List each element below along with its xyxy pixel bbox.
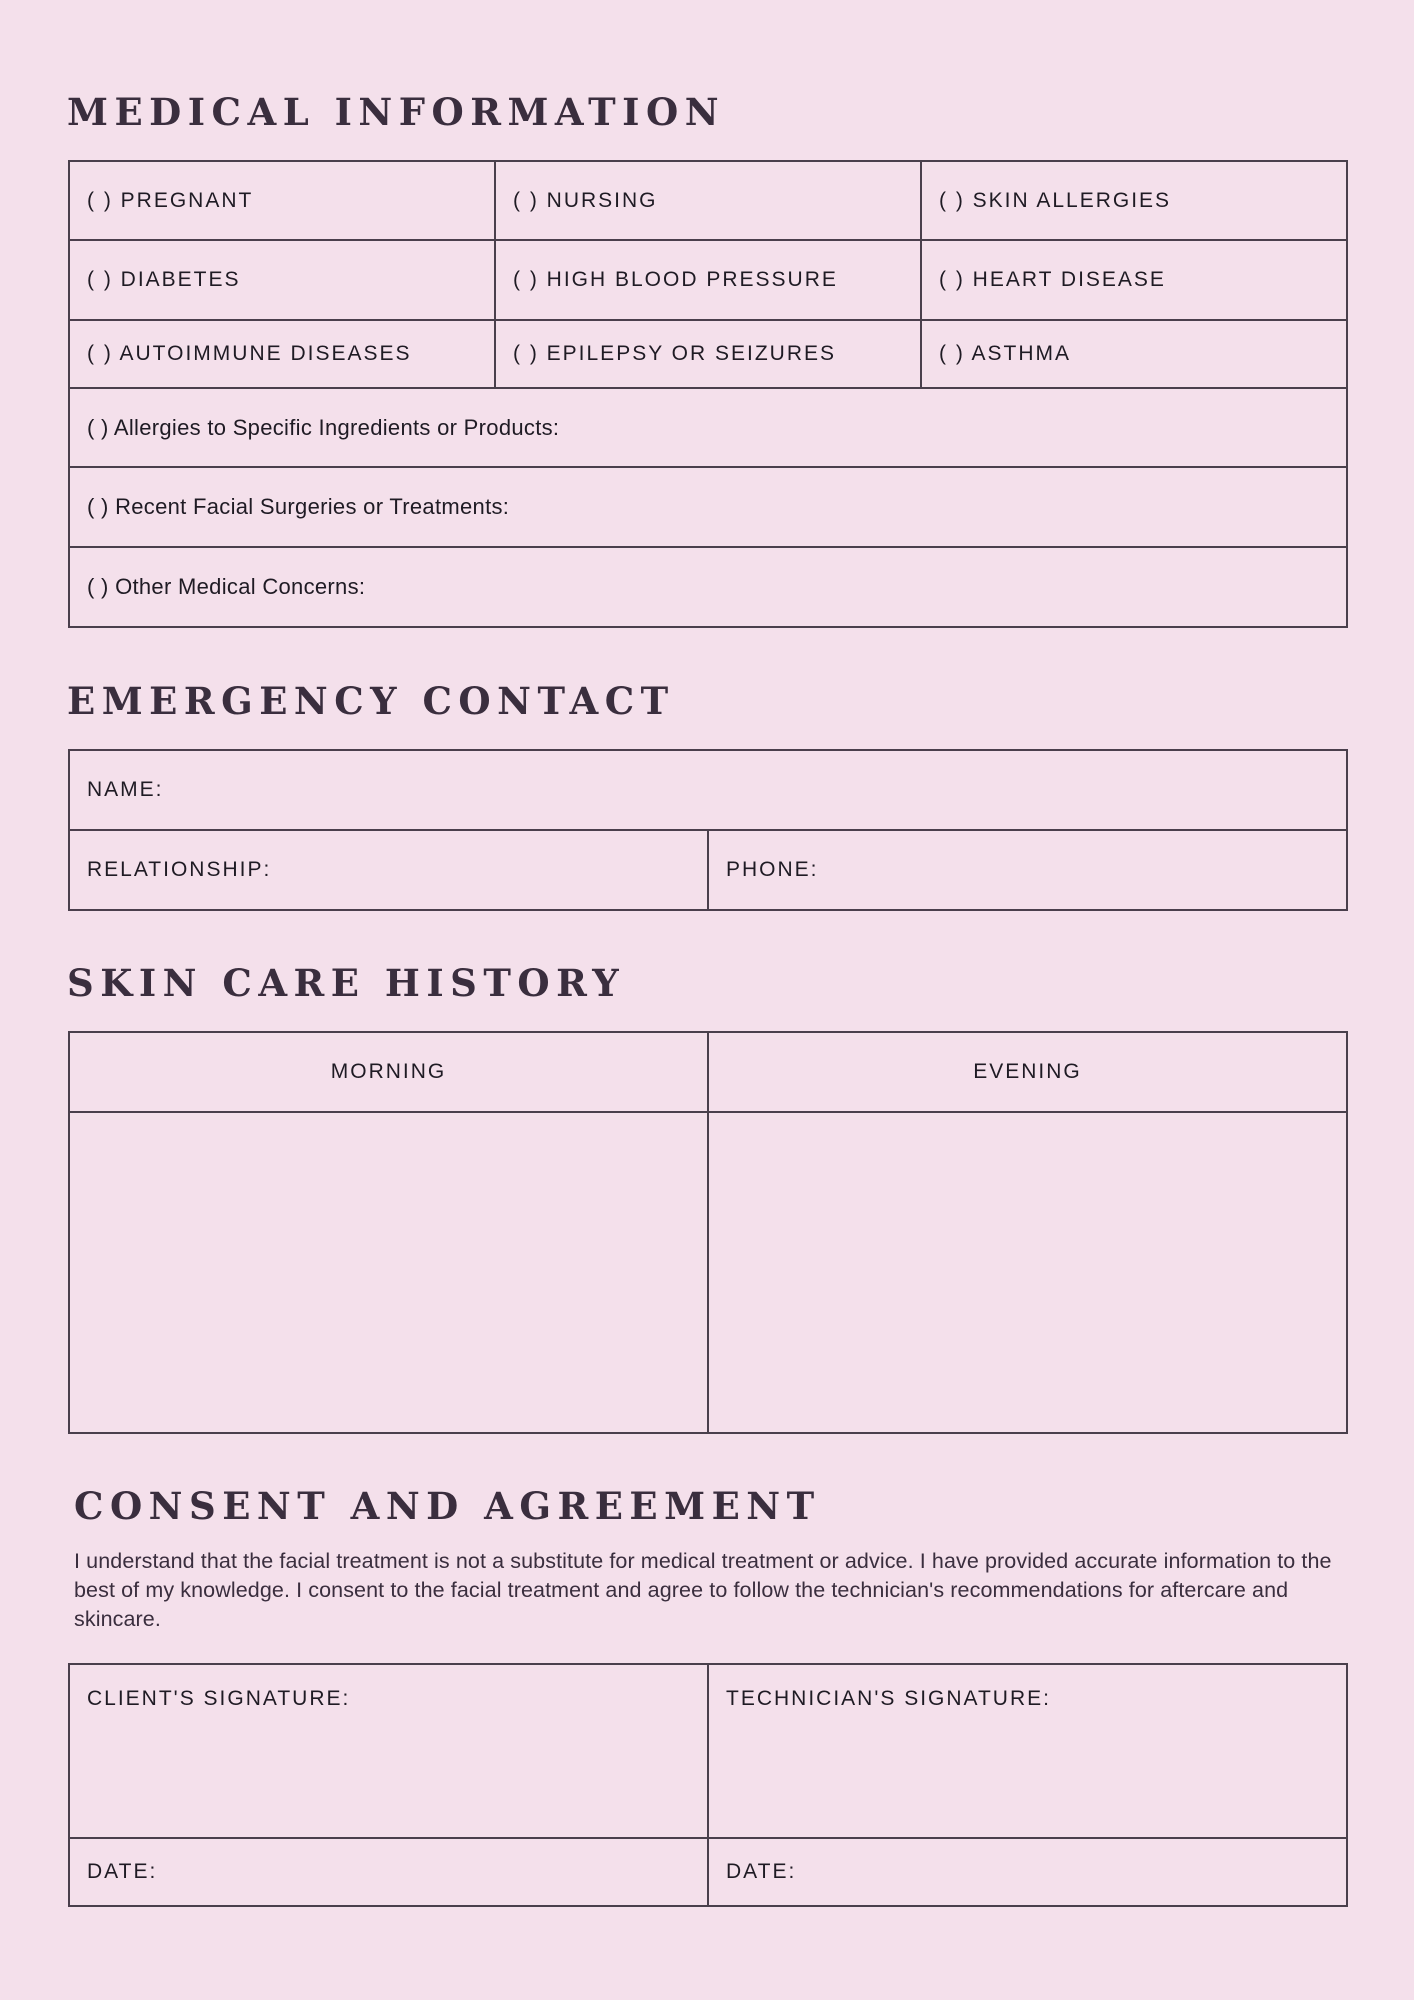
table-row <box>69 467 1347 547</box>
signature-table <box>68 1663 1348 1907</box>
phone-field[interactable]: PHONE: <box>708 830 1347 910</box>
consent-heading: CONSENT AND AGREEMENT <box>74 1484 821 1528</box>
medical-information-table <box>68 160 1348 628</box>
consent-text: I understand that the facial treatment is not a substitute for medical treatment or advice. I have provided accurate information to the best of my knowledge. I consent to the facial treatment and agree to follow the technician's recommendations for aftercare and skincare. <box>74 1549 1332 1631</box>
autoimmune-diseases-checkbox[interactable]: ( ) AUTOIMMUNE DISEASES <box>69 320 495 388</box>
allergies-field[interactable]: ( ) Allergies to Specific Ingredients or Products: <box>69 388 1347 467</box>
table-row <box>69 1838 1347 1906</box>
nursing-checkbox[interactable]: ( ) NURSING <box>495 161 921 240</box>
skin-allergies-checkbox[interactable]: ( ) SKIN ALLERGIES <box>921 161 1347 240</box>
other-concerns-field[interactable]: ( ) Other Medical Concerns: <box>69 547 1347 627</box>
emergency-name-field[interactable]: NAME: <box>69 750 1347 830</box>
table-row <box>69 1664 1347 1838</box>
table-row <box>69 1112 1347 1433</box>
table-row <box>69 830 1347 910</box>
technician-date-field[interactable]: DATE: <box>708 1838 1347 1906</box>
skin-care-history-heading: SKIN CARE HISTORY <box>67 961 626 1005</box>
emergency-contact-table <box>68 749 1348 911</box>
table-row <box>69 320 1347 388</box>
client-signature-field[interactable]: CLIENT'S SIGNATURE: <box>69 1664 708 1838</box>
medical-information-heading: MEDICAL INFORMATION <box>67 90 726 134</box>
asthma-checkbox[interactable]: ( ) ASTHMA <box>921 320 1347 388</box>
evening-column-header: EVENING <box>708 1032 1347 1112</box>
table-row <box>69 161 1347 240</box>
morning-routine-field[interactable] <box>69 1112 708 1433</box>
relationship-field[interactable]: RELATIONSHIP: <box>69 830 708 910</box>
table-row <box>69 547 1347 627</box>
diabetes-checkbox[interactable]: ( ) DIABETES <box>69 240 495 320</box>
table-row <box>69 1032 1347 1112</box>
table-row <box>69 750 1347 830</box>
morning-column-header: MORNING <box>69 1032 708 1112</box>
table-row <box>69 388 1347 467</box>
high-blood-pressure-checkbox[interactable]: ( ) HIGH BLOOD PRESSURE <box>495 240 921 320</box>
recent-surgeries-field[interactable]: ( ) Recent Facial Surgeries or Treatments: <box>69 467 1347 547</box>
epilepsy-seizures-checkbox[interactable]: ( ) EPILEPSY OR SEIZURES <box>495 320 921 388</box>
evening-routine-field[interactable] <box>708 1112 1347 1433</box>
skin-care-history-table <box>68 1031 1348 1434</box>
emergency-contact-heading: EMERGENCY CONTACT <box>67 679 675 723</box>
heart-disease-checkbox[interactable]: ( ) HEART DISEASE <box>921 240 1347 320</box>
client-date-field[interactable]: DATE: <box>69 1838 708 1906</box>
pregnant-checkbox[interactable]: ( ) PREGNANT <box>69 161 495 240</box>
table-row <box>69 240 1347 320</box>
technician-signature-field[interactable]: TECHNICIAN'S SIGNATURE: <box>708 1664 1347 1838</box>
